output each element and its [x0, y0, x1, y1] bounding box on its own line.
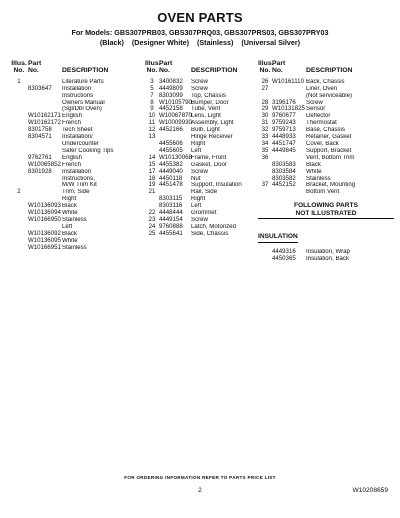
- header-description: DESCRIPTION: [191, 67, 238, 75]
- illus-number: [145, 141, 159, 148]
- part-number: [28, 141, 62, 148]
- illus-number: [10, 113, 28, 120]
- illus-number: 23: [148, 215, 156, 223]
- parts-column-1: [10, 60, 138, 251]
- illus-number: [10, 86, 28, 93]
- part-description: Installation/: [62, 134, 93, 141]
- part-description: Top, Chassis: [191, 92, 226, 99]
- part-description: Left: [62, 223, 73, 230]
- part-description: Vent, Bottom Trim: [306, 154, 355, 161]
- part-number: 9762761: [28, 153, 52, 161]
- part-number: 9760888: [159, 222, 183, 230]
- part-description: Frame, Front: [191, 154, 227, 161]
- part-number: [28, 176, 62, 183]
- part-number: W10065852: [28, 160, 61, 168]
- header-part: Part No.: [159, 60, 173, 75]
- part-row: [258, 79, 394, 86]
- part-number: W10136095: [28, 236, 61, 244]
- illus-number: [10, 176, 28, 183]
- part-description: Right: [62, 196, 77, 203]
- illus-number: 22: [148, 209, 156, 217]
- insulation-title: INSULATION: [258, 233, 298, 243]
- part-description: Screw: [191, 78, 208, 85]
- page-title: OVEN PARTS: [157, 10, 243, 25]
- illus-number: 36: [261, 153, 269, 161]
- header-part: Part No.: [272, 60, 286, 75]
- illus-number: [258, 249, 272, 256]
- illus-number: 34: [261, 139, 269, 147]
- part-number: 4450118: [159, 174, 183, 182]
- part-number: W10166951: [28, 243, 61, 251]
- part-number: [28, 182, 62, 189]
- part-number: W10130068: [159, 153, 192, 161]
- part-number: 8304571: [28, 133, 52, 141]
- part-description: (Sgl/Dbl Oven): [62, 106, 102, 113]
- part-number: 4455605: [159, 146, 183, 154]
- part-row: [258, 182, 394, 189]
- illus-number: 5: [150, 84, 154, 92]
- part-number: [272, 86, 306, 93]
- illus-number: 17: [148, 167, 156, 175]
- part-description: Gasket, Door: [191, 161, 227, 168]
- illus-number: 9: [150, 105, 154, 113]
- part-description: Liner, Oven: [306, 85, 338, 92]
- part-row: [10, 182, 138, 189]
- parts-list: [10, 79, 138, 252]
- illus-number: 25: [148, 229, 156, 237]
- part-description: Rail, Side: [191, 189, 218, 196]
- following-parts-title-line-2: NOT ILLUSTRATED: [295, 209, 357, 217]
- part-row: [10, 189, 138, 196]
- parts-list: [258, 79, 394, 196]
- parts-column-2: [145, 60, 257, 238]
- part-number: 4449316: [272, 248, 296, 255]
- part-number: W10166950: [28, 215, 61, 223]
- part-description: Black: [62, 230, 77, 237]
- part-description: Assembly, Light: [191, 120, 234, 127]
- part-description: Tech Sheet: [62, 127, 93, 134]
- part-description: Hinge Receiver: [191, 134, 233, 141]
- part-number: 3400832: [159, 77, 183, 85]
- part-number: 4455606: [159, 139, 183, 147]
- following-parts-title: [258, 202, 394, 219]
- part-description: Tube, Vent: [191, 106, 221, 113]
- part-description: Screw: [306, 99, 323, 106]
- part-number: 4455641: [159, 229, 183, 237]
- part-description: Bottom Vent: [306, 189, 340, 196]
- part-number: 9759713: [272, 126, 296, 134]
- part-number: 4452166: [159, 126, 183, 134]
- illus-number: 18: [148, 174, 156, 182]
- part-row: [10, 100, 138, 107]
- illus-number: [10, 238, 28, 245]
- part-row: [10, 176, 138, 183]
- part-number: W10136093: [28, 202, 61, 210]
- part-number: W10136092: [28, 229, 61, 237]
- variant-stainless: (Stainless): [196, 38, 234, 47]
- variant-universal-silver: (Universal Silver): [241, 38, 301, 47]
- following-parts-title-line-1: FOLLOWING PARTS: [294, 202, 358, 210]
- part-description: Black: [62, 203, 77, 210]
- part-description: Literature Parts: [62, 78, 104, 85]
- part-number: 9759243: [272, 119, 296, 127]
- part-number: 8303116: [159, 202, 183, 210]
- illus-number: [10, 210, 28, 217]
- part-description: Insulation, Wrap: [306, 249, 350, 255]
- part-description: Left: [191, 147, 202, 154]
- part-row: [10, 93, 138, 100]
- part-number: 4451747: [272, 139, 296, 147]
- header-illus: Illus. No.: [258, 60, 274, 75]
- part-number: 4450365: [272, 254, 296, 262]
- header-part: Part No.: [28, 60, 42, 75]
- part-row: [145, 182, 257, 189]
- part-description: Instructions,: [62, 175, 95, 182]
- part-description: Cover, Back: [306, 140, 339, 147]
- illus-number: 31: [261, 119, 269, 127]
- part-number: 8301758: [28, 126, 52, 134]
- part-number: W10105790: [159, 98, 192, 106]
- header-illus: Illus. No.: [11, 60, 27, 75]
- illus-number: 12: [148, 126, 156, 134]
- part-number: 8301928: [28, 167, 52, 175]
- illus-number: [10, 203, 28, 210]
- illus-number: [258, 256, 272, 263]
- part-description: Trim, Side: [62, 189, 90, 196]
- part-description: Retainer, Gasket: [306, 134, 352, 141]
- ordering-note: FOR ORDERING INFORMATION REFER TO PARTS PRICE LIST: [124, 475, 276, 480]
- part-description: Thermostat: [306, 120, 337, 127]
- illus-number: 29: [261, 105, 269, 113]
- illus-number: [10, 106, 28, 113]
- part-description: Stainless: [306, 175, 331, 182]
- column-header: [10, 60, 138, 75]
- illus-number: [258, 162, 272, 169]
- part-description: Owners Manual: [62, 99, 105, 106]
- part-number: [272, 189, 306, 196]
- part-description: Installation: [62, 85, 92, 92]
- part-number: 4449809: [159, 84, 183, 92]
- illus-number: [10, 162, 28, 169]
- part-row: [258, 86, 394, 93]
- illus-number: 32: [261, 126, 269, 134]
- illus-number: 1: [17, 77, 21, 85]
- header-description: DESCRIPTION: [306, 67, 353, 75]
- illus-number: [10, 231, 28, 238]
- header-description: DESCRIPTION: [62, 67, 109, 75]
- part-number: 4452152: [272, 181, 296, 189]
- model-variants: [0, 38, 400, 47]
- part-description: French: [62, 161, 81, 168]
- header-illus: Illus. No.: [145, 60, 161, 75]
- part-number: 9760677: [272, 112, 296, 120]
- illus-number: 19: [148, 181, 156, 189]
- illus-number: 3: [150, 77, 154, 85]
- part-row: [258, 148, 394, 155]
- part-description: English: [62, 113, 82, 120]
- part-description: Support, Insulation: [191, 182, 242, 189]
- part-description: Sensor: [306, 106, 326, 113]
- part-row: [10, 169, 138, 176]
- part-description: Right: [191, 196, 206, 203]
- part-description: Installation: [62, 168, 92, 175]
- part-description: Left: [191, 203, 202, 210]
- part-row: [10, 141, 138, 148]
- illus-number: [10, 141, 28, 148]
- part-description: Support, Bracket: [306, 147, 352, 154]
- illus-number: [10, 217, 28, 224]
- part-number: 4451478: [159, 181, 183, 189]
- illus-number: [258, 169, 272, 176]
- part-number: 4455382: [159, 160, 183, 168]
- illus-number: [145, 196, 159, 203]
- part-description: Instructions: [62, 92, 94, 99]
- part-description: English: [62, 154, 82, 161]
- part-number: [28, 189, 62, 196]
- part-row: [10, 86, 138, 93]
- illus-number: 7: [150, 91, 154, 99]
- part-number: 4449845: [272, 146, 296, 154]
- part-number: 4449040: [159, 167, 183, 175]
- illus-number: 28: [261, 98, 269, 106]
- part-number: 3196176: [272, 98, 296, 106]
- part-number: W10067870: [159, 112, 192, 120]
- part-number: 4448933: [272, 133, 296, 141]
- part-description: Base, Chassis: [306, 127, 345, 134]
- illus-number: [10, 127, 28, 134]
- page-number: 2: [198, 487, 202, 494]
- part-number: [28, 100, 62, 107]
- part-description: French: [62, 120, 81, 127]
- part-row: [10, 217, 138, 224]
- illus-number: [10, 120, 28, 127]
- illus-number: 10: [148, 112, 156, 120]
- illus-number: [10, 100, 28, 107]
- illus-number: 21: [148, 188, 156, 196]
- part-row: [258, 189, 394, 196]
- illus-number: 24: [148, 222, 156, 230]
- parts-column-3: [258, 60, 394, 263]
- illus-number: 33: [261, 133, 269, 141]
- part-description: Grommet: [191, 210, 217, 217]
- part-number: W10162172: [28, 119, 61, 127]
- part-description: Bulb, Light: [191, 127, 220, 134]
- part-number: 4452158: [159, 105, 183, 113]
- part-description: Side, Chassis: [191, 230, 229, 237]
- part-description: Safer Cooking Tips: [62, 147, 114, 154]
- illus-number: [10, 245, 28, 252]
- part-description: (Not serviceable): [306, 92, 353, 99]
- part-description: M/W Trim Kit: [62, 182, 97, 189]
- part-row: [258, 256, 394, 263]
- variant-designer-white: (Designer White): [131, 38, 189, 47]
- part-number: W10161110: [272, 77, 304, 85]
- column-header: [145, 60, 257, 75]
- illus-number: 8: [150, 98, 154, 106]
- part-number: 8303584: [272, 167, 296, 175]
- column-header: [258, 60, 394, 75]
- part-row: [145, 231, 257, 238]
- part-description: Screw: [191, 168, 208, 175]
- illus-number: [10, 169, 28, 176]
- part-description: Black: [306, 161, 321, 168]
- illus-number: 14: [148, 153, 156, 161]
- illus-number: [10, 155, 28, 162]
- part-number: W10131825: [272, 105, 305, 113]
- part-number: 8303647: [28, 84, 52, 92]
- illus-number: 37: [261, 181, 269, 189]
- model-list: For Models: GBS307PRB03, GBS307PRQ03, GBS307PRS03, GBS307PRY03: [71, 28, 329, 37]
- part-number: 4448444: [159, 209, 183, 217]
- illus-number: 35: [261, 146, 269, 154]
- part-description: Right: [191, 140, 206, 147]
- part-row: [10, 245, 138, 252]
- document-number: W10208659: [352, 487, 388, 494]
- part-description: White: [62, 210, 78, 217]
- parts-list: [145, 79, 257, 238]
- part-description: White: [306, 168, 322, 175]
- part-description: Lens, Light: [191, 113, 221, 120]
- part-number: W10136094: [28, 209, 61, 217]
- part-number: 4449154: [159, 215, 183, 223]
- illus-number: 2: [17, 188, 21, 196]
- part-description: Back, Chassis: [306, 78, 345, 85]
- illus-number: [10, 148, 28, 155]
- part-description: Stainless: [62, 216, 87, 223]
- insulation-list: [258, 249, 394, 263]
- illus-number: 30: [261, 112, 269, 120]
- illus-number: [258, 189, 272, 196]
- part-description: Screw: [191, 85, 208, 92]
- part-description: Undercounter: [62, 140, 99, 147]
- part-description: Stainless: [62, 244, 87, 251]
- part-number: 8303583: [272, 160, 296, 168]
- part-number: 8303582: [272, 174, 296, 182]
- part-description: Insulation, Back: [306, 255, 350, 262]
- part-row: [10, 134, 138, 141]
- part-description: Bracket, Mounting: [306, 182, 356, 189]
- illus-number: 15: [148, 160, 156, 168]
- part-number: W10009930: [159, 119, 192, 127]
- part-description: Screw: [191, 216, 208, 223]
- illus-number: 13: [148, 133, 156, 141]
- part-number: 8303115: [159, 195, 183, 203]
- part-description: Bumper, Door: [191, 99, 229, 106]
- part-number: W10162171: [28, 112, 61, 120]
- part-number: 8303099: [159, 91, 183, 99]
- illus-number: 11: [148, 119, 156, 127]
- illus-number: [10, 93, 28, 100]
- illus-number: [10, 224, 28, 231]
- part-description: Deflector: [306, 113, 331, 120]
- part-description: Nut: [191, 175, 201, 182]
- part-row: [145, 127, 257, 134]
- part-description: Latch, Motorized: [191, 223, 237, 230]
- part-description: White: [62, 237, 78, 244]
- illus-number: [10, 134, 28, 141]
- illus-number: [10, 196, 28, 203]
- part-number: [28, 93, 62, 100]
- variant-black: (Black): [99, 38, 124, 47]
- illus-number: 27: [261, 84, 269, 92]
- illus-number: 26: [261, 77, 269, 85]
